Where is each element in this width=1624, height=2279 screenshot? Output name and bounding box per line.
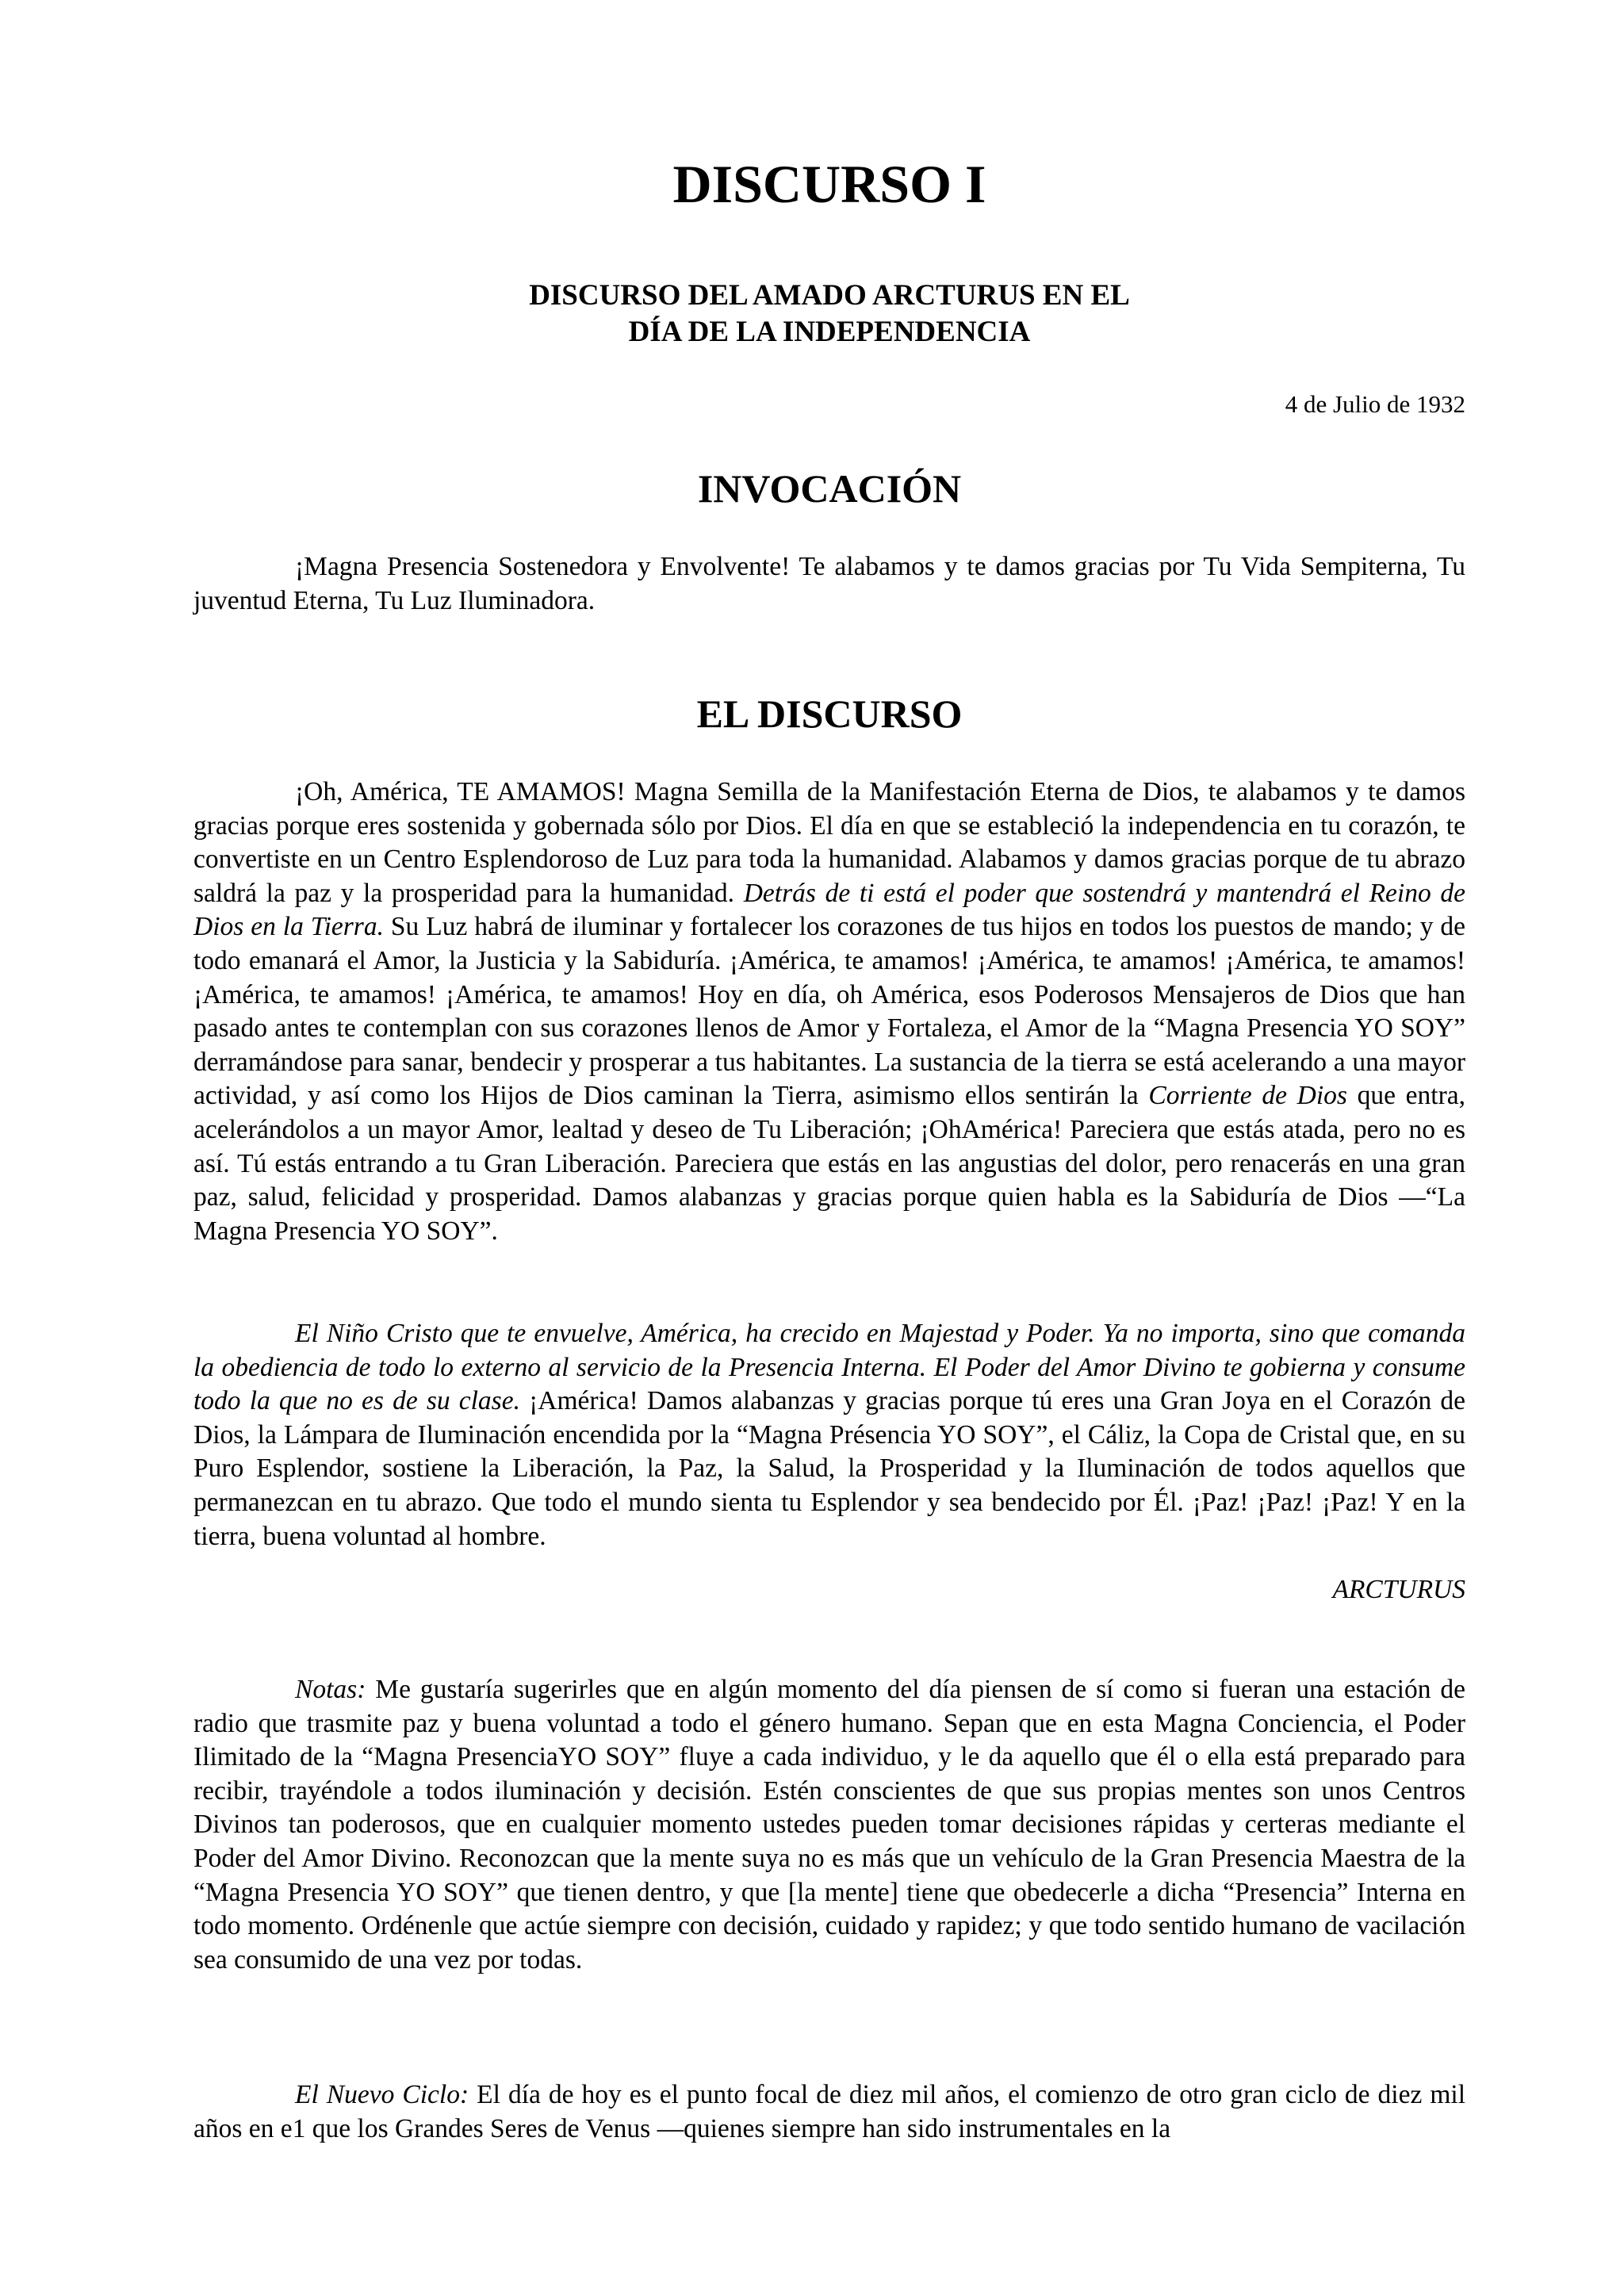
discourse-p1-text-c: Su Luz habrá de iluminar y fortalecer los corazones de tus hijos en todos los puestos de mando; y de todo emanará el Amor, la Justicia y la Sabiduría. ¡América, te amamos! ¡América, te amamos! ¡América, te amamos! ¡América, te amamos! ¡América, te amamos! Hoy en día, oh América, esos Poderosos Mensajeros de Dios que han pasado antes te contemplan con sus corazones llenos de Amor y Fortaleza, el Amor de la “Magna Presencia YO SOY” derramándose para sanar, bendecir y prosperar a tus habitantes. La sustancia de la tierra se está acelerando a una mayor actividad, y así como los Hijos de Dios caminan la Tierra, asimismo ellos sentirán la	[193, 912, 1466, 1111]
notes-text: Me gustaría sugerirles que en algún momento del día piensen de sí como si fueran una estación de radio que trasmite paz y buena voluntad a todo el género humano. Sepan que en esta Magna Conciencia, el Poder Ilimitado de la “Magna PresenciaYO SOY” fluye a cada individuo, y le da aquello que él o ella está preparado para recibir, trayéndole a todos iluminación y decisión. Estén conscientes de que sus propias mentes son unos Centros Divinos tan poderosos, que en cualquier momento ustedes pueden tomar decisiones rápidas y certeras mediante el Poder del Amor Divino. Reconozcan que la mente suya no es más que un vehículo de la Gran Presencia Maestra de la “Magna Presencia YO SOY” que tienen dentro, y que [la mente] tiene que obedecerle a dicha “Presencia” Interna en todo momento. Ordénenle que actúe siempre con decisión, cuidado y rapidez; y que todo sentido humano de vacilación sea consumido de una vez por todas.	[193, 1675, 1466, 1974]
new-cycle-text: El día de hoy es el punto focal de diez mil años, el comienzo de otro gran ciclo de diez mil años en e1 que los Grandes Seres de Venus —quienes siempre han sido instrumentales en la	[193, 2080, 1466, 2143]
new-cycle-label: El Nuevo Ciclo:	[295, 2080, 469, 2109]
notes-paragraph	[193, 1673, 1465, 1977]
subtitle-line-2: DÍA DE LA INDEPENDENCIA	[628, 316, 1031, 348]
invocation-paragraph: ¡Magna Presencia Sostenedora y Envolvente! Te alabamos y te damos gracias por Tu Vida Sempiterna, Tu juventud Eterna, Tu Luz Iluminadora.	[193, 552, 1465, 615]
invocation-heading: INVOCACIÓN	[697, 466, 962, 511]
discourse-p1-italic-d: Corriente de Dios	[1148, 1081, 1347, 1111]
subtitle-line-1: DISCURSO DEL AMADO ARCTURUS EN EL	[529, 279, 1130, 312]
page-title: DISCURSO I	[672, 154, 986, 214]
discourse-subtitle	[193, 278, 1465, 350]
discourse-paragraph-2	[193, 1317, 1465, 1553]
discourse-date: 4 de Julio de 1932	[1285, 390, 1465, 418]
discourse-p2-italic-a: El Niño Cristo que te envuelve, América, ha crecido en Majestad y Poder. Ya no importa, sino que comanda la obediencia de todo lo externo al servicio de la Presencia Interna. El Poder del Amor Divino te gobierna y consume todo la que no es de su clase.	[193, 1319, 1465, 1416]
discourse-p1-italic-b: Detrás de ti está el poder que sostendrá y mantendrá el Reino de Dios en la Tierra.	[193, 878, 1465, 942]
discourse-paragraph-1	[193, 776, 1465, 1248]
discourse-p1-text-a: ¡Oh, América, TE AMAMOS! Magna Semilla de la Manifestación Eterna de Dios, te alabamos y te damos gracias porque eres sostenida y gobernada sólo por Dios. El día en que se estableció la independencia en tu corazón, te convertiste en un Centro Esplendoroso de Luz para toda la humanidad. Alabamos y damos gracias porque de tu abrazo saldrá la paz y la prosperidad para la humanidad.	[193, 777, 1465, 908]
new-cycle-paragraph	[193, 2078, 1465, 2146]
discourse-p1-text-e: que entra, acelerándolos a un mayor Amor, lealtad y deseo de Tu Liberación; ¡OhAmérica! Pareciera que estás atada, pero no es así. Tú estás entrando a tu Gran Liberación. Pareciera que estás en las angustias del dolor, pero renacerás en una gran paz, salud, felicidad y prosperidad. Damos alabanzas y gracias porque quien habla es la Sabiduría de Dios —“La Magna Presencia YO SOY”.	[193, 1081, 1465, 1246]
discourse-p2-text-b: ¡América! Damos alabanzas y gracias porque tú eres una Gran Joya en el Corazón de Dios, la Lámpara de Iluminación encendida por la “Magna Présencia YO SOY”, el Cáliz, la Copa de Cristal que, en su Puro Esplendor, sostiene la Liberación, la Paz, la Salud, la Prosperidad y la Iluminación de todos aquellos que permanezcan en tu abrazo. Que todo el mundo sienta tu Esplendor y sea bendecido por Él. ¡Paz! ¡Paz! ¡Paz! Y en la tierra, buena voluntad al hombre.	[193, 1386, 1465, 1551]
signature: ARCTURUS	[1332, 1575, 1465, 1604]
discourse-heading: EL DISCURSO	[696, 691, 963, 736]
notes-label: Notas:	[295, 1675, 366, 1704]
